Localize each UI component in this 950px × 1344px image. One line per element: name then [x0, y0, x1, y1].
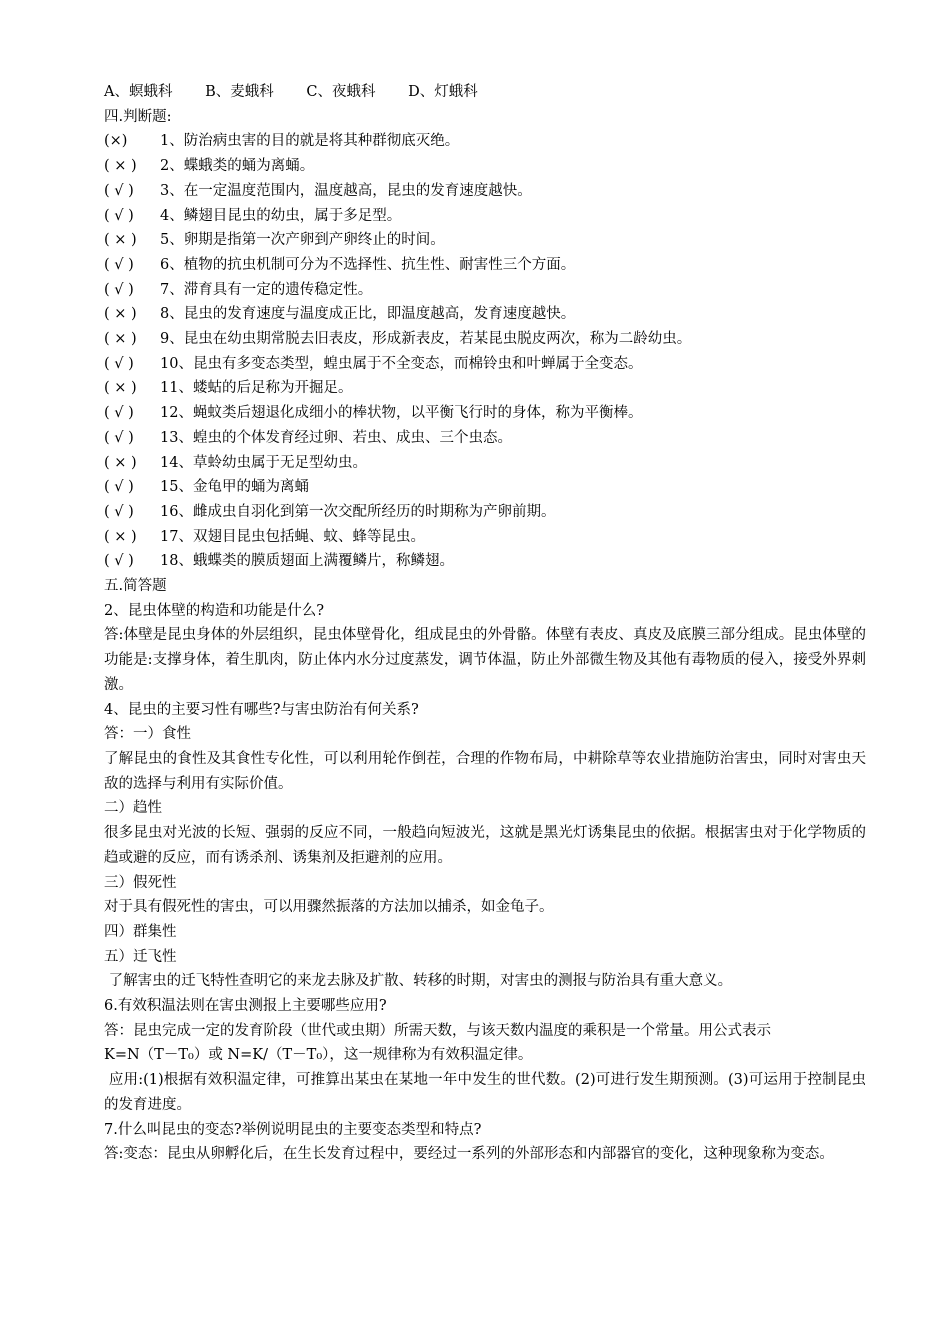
- judgment-mark: ( √ ): [104, 256, 134, 273]
- option-b: B、麦蛾科: [205, 84, 274, 100]
- judgment-text: 8、昆虫的发育速度与温度成正比，即温度越高，发育速度越快。: [160, 306, 576, 323]
- question-4: 4、昆虫的主要习性有哪些?与害虫防治有何关系?: [104, 701, 419, 718]
- judgment-text: 2、蝶蛾类的蛹为离蛹。: [160, 158, 315, 175]
- judgment-list: [104, 129, 866, 574]
- judgment-text: 14、草蛉幼虫属于无足型幼虫。: [160, 454, 367, 471]
- judgment-item: [104, 376, 866, 401]
- section-5-title: 五.简答题: [104, 578, 167, 595]
- judgment-text: 4、鳞翅目昆虫的幼虫，属于多足型。: [160, 207, 402, 224]
- judgment-text: 13、蝗虫的个体发育经过卵、若虫、成虫、三个虫态。: [160, 429, 512, 446]
- answer-4-heading-2: 二）趋性: [104, 800, 162, 817]
- judgment-text: 7、滞育具有一定的遗传稳定性。: [160, 281, 373, 298]
- judgment-text: 15、金龟甲的蛹为离蛹: [160, 479, 309, 496]
- answer-4-paragraph-1: 了解昆虫的食性及其食性专化性，可以利用轮作倒茬，合理的作物布局，中耕除草等农业措施防治害虫，同时对害虫天敌的选择与利用有实际价值。: [104, 750, 866, 792]
- judgment-mark: ( × ): [104, 158, 137, 175]
- judgment-mark: ( √ ): [104, 355, 134, 372]
- judgment-item: [104, 154, 866, 179]
- judgment-mark: ( √ ): [104, 207, 134, 224]
- judgment-item: [104, 426, 866, 451]
- judgment-mark: ( √ ): [104, 281, 134, 298]
- judgment-text: 1、防治病虫害的目的就是将其种群彻底灭绝。: [160, 133, 460, 150]
- question-2: 2、昆虫体壁的构造和功能是什么?: [104, 602, 324, 619]
- answer-4-heading-4: 四）群集性: [104, 923, 177, 940]
- judgment-mark: ( √ ): [104, 405, 134, 422]
- judgment-mark: ( × ): [104, 306, 137, 323]
- section-4-title: 四.判断题:: [104, 108, 172, 125]
- answer-4-heading-1: 答：一）食性: [104, 726, 191, 743]
- question-6: 6.有效积温法则在害虫测报上主要哪些应用?: [104, 998, 387, 1015]
- judgment-text: 3、在一定温度范围内，温度越高，昆虫的发育速度越快。: [160, 182, 532, 199]
- answer-4-paragraph-5: 了解害虫的迁飞特性查明它的来龙去脉及扩散、转移的时期，对害虫的测报与防治具有重大意义。: [104, 973, 733, 990]
- judgment-text: 5、卵期是指第一次产卵到产卵终止的时间。: [160, 232, 445, 249]
- judgment-text: 16、雌成虫自羽化到第一次交配所经历的时期称为产卵前期。: [160, 503, 556, 520]
- judgment-text: 18、蛾蝶类的膜质翅面上满覆鳞片，称鳞翅。: [160, 553, 454, 570]
- judgment-item: [104, 475, 866, 500]
- judgment-mark: (×): [104, 133, 128, 150]
- judgment-mark: ( √ ): [104, 553, 134, 570]
- judgment-mark: ( × ): [104, 454, 137, 471]
- judgment-item: [104, 253, 866, 278]
- judgment-mark: ( √ ): [104, 429, 134, 446]
- judgment-item: [104, 401, 866, 426]
- judgment-text: 12、蝇蚊类后翅退化成细小的棒状物，以平衡飞行时的身体，称为平衡棒。: [160, 405, 643, 422]
- option-d: D、灯蛾科: [408, 84, 478, 100]
- answer-2: 答:体壁是昆虫身体的外层组织，昆虫体壁骨化，组成昆虫的外骨骼。体壁有表皮、真皮及底膜三部分组成。昆虫体壁的功能是:支撑身体，着生肌肉，防止体内水分过度蒸发，调节体温，防止外部微生物及其他有毒物质的侵入，接受外界刺激。: [104, 627, 866, 693]
- judgment-item: [104, 278, 866, 303]
- answer-6-line-1: 答：昆虫完成一定的发育阶段（世代或虫期）所需天数，与该天数内温度的乘积是一个常量。用公式表示: [104, 1022, 771, 1039]
- judgment-mark: ( √ ): [104, 182, 134, 199]
- judgment-item: [104, 500, 866, 525]
- option-c: C、夜蛾科: [306, 84, 376, 100]
- judgment-text: 11、蝼蛄的后足称为开掘足。: [160, 380, 353, 397]
- document-page: [104, 80, 866, 1167]
- judgment-item: [104, 129, 866, 154]
- judgment-mark: ( √ ): [104, 479, 134, 496]
- judgment-mark: ( × ): [104, 380, 137, 397]
- judgment-item: [104, 525, 866, 550]
- answer-4-paragraph-2: 很多昆虫对光波的长短、强弱的反应不同，一般趋向短波光，这就是黑光灯诱集昆虫的依据。根据害虫对于化学物质的趋或避的反应，而有诱杀剂、诱集剂及拒避剂的应用。: [104, 825, 866, 866]
- answer-6-formula: K=N（T－T₀）或 N=K/（T－T₀），这一规律称为有效积温定律。: [104, 1047, 533, 1064]
- judgment-item: [104, 204, 866, 229]
- judgment-item: [104, 302, 866, 327]
- judgment-mark: ( × ): [104, 528, 137, 545]
- option-a: A、螟蛾科: [104, 84, 173, 100]
- judgment-item: [104, 549, 866, 574]
- judgment-item: [104, 228, 866, 253]
- judgment-text: 6、植物的抗虫机制可分为不选择性、抗生性、耐害性三个方面。: [160, 256, 576, 273]
- judgment-mark: ( × ): [104, 232, 137, 249]
- judgment-item: [104, 327, 866, 352]
- judgment-item: [104, 179, 866, 204]
- answer-4-paragraph-3: 对于具有假死性的害虫，可以用骤然振落的方法加以捕杀，如金龟子。: [104, 899, 554, 916]
- answer-6-application: 应用:(1)根据有效积温定律，可推算出某虫在某地一年中发生的世代数。(2)可进行发生期预测。(3)可运用于控制昆虫的发育进度。: [104, 1072, 867, 1113]
- answer-options: [104, 80, 866, 105]
- answer-7: 答:变态：昆虫从卵孵化后，在生长发育过程中，要经过一系列的外部形态和内部器官的变化，这种现象称为变态。: [104, 1146, 834, 1163]
- judgment-mark: ( × ): [104, 331, 137, 348]
- judgment-text: 17、双翅目昆虫包括蝇、蚊、蜂等昆虫。: [160, 528, 425, 545]
- judgment-text: 9、昆虫在幼虫期常脱去旧表皮，形成新表皮，若某昆虫脱皮两次，称为二龄幼虫。: [160, 331, 692, 348]
- judgment-item: [104, 451, 866, 476]
- question-7: 7.什么叫昆虫的变态?举例说明昆虫的主要变态类型和特点?: [104, 1121, 482, 1138]
- answer-4-heading-3: 三）假死性: [104, 874, 177, 891]
- judgment-text: 10、昆虫有多变态类型，蝗虫属于不全变态，而棉铃虫和叶蝉属于全变态。: [160, 355, 643, 372]
- answer-4-heading-5: 五）迁飞性: [104, 948, 177, 965]
- judgment-item: [104, 352, 866, 377]
- judgment-mark: ( √ ): [104, 503, 134, 520]
